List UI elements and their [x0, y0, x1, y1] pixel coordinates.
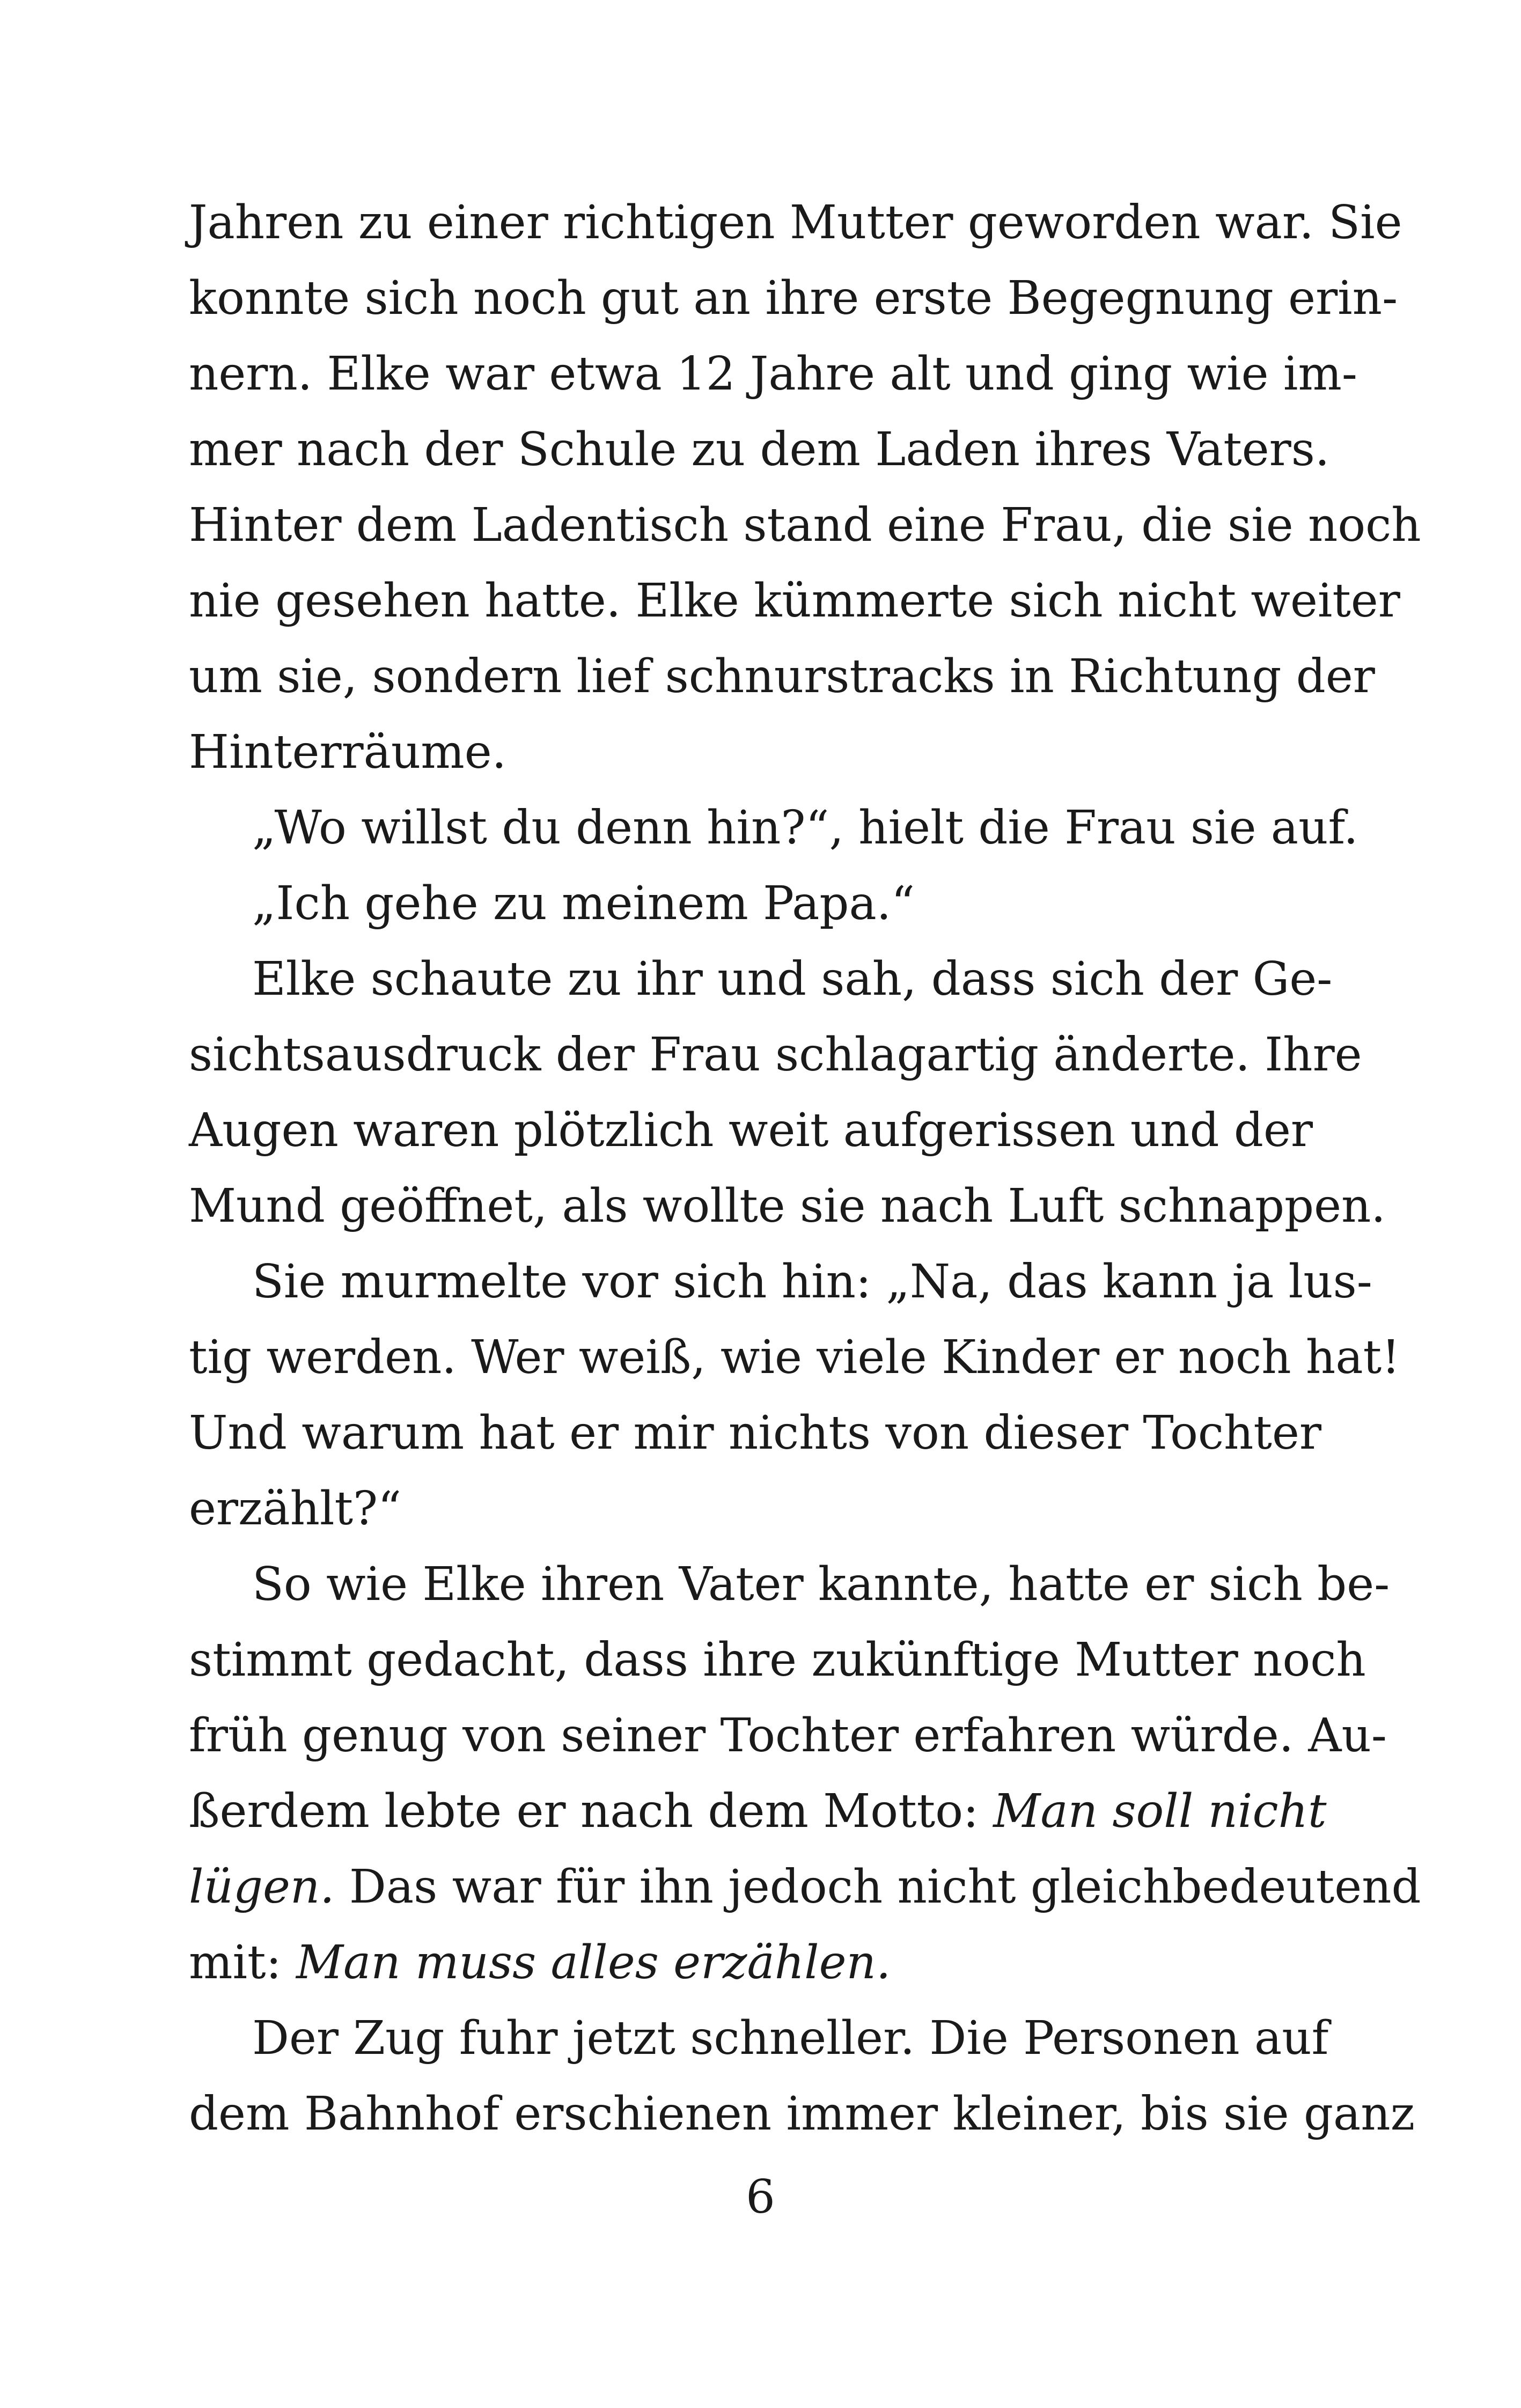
text-line: Augen waren plötzlich weit aufgerissen und der	[189, 1104, 1313, 1157]
text-line: Jahren zu einer richtigen Mutter geworden war. Sie	[189, 196, 1402, 249]
text-line: erzählt?“	[189, 1482, 402, 1536]
text-line: um sie, sondern lief schnurstracks in Richtung der	[189, 650, 1375, 703]
text-line: stimmt gedacht, dass ihre zukünftige Mutter noch	[189, 1633, 1366, 1687]
text-line	[189, 1774, 1327, 1849]
text-line: „Ich gehe zu meinem Papa.“	[252, 877, 915, 930]
text-line: konnte sich noch gut an ihre erste Begegnung erin-	[189, 271, 1398, 325]
line-segment: Das war für ihn jedoch nicht gleichbedeutend	[334, 1860, 1421, 1914]
line-segment: mit:	[189, 1936, 296, 1989]
text-line: Und warum hat er mir nichts von dieser Tochter	[189, 1406, 1321, 1460]
text-line: nie gesehen hatte. Elke kümmerte sich nicht weiter	[189, 574, 1400, 628]
text-line: So wie Elke ihren Vater kannte, hatte er sich be-	[252, 1558, 1390, 1611]
italic-segment: Man soll nicht	[993, 1785, 1327, 1838]
text-line: tig werden. Wer weiß, wie viele Kinder er noch hat!	[189, 1331, 1400, 1384]
text-line: mer nach der Schule zu dem Laden ihres Vaters.	[189, 423, 1330, 476]
page-number: 6	[746, 2170, 775, 2224]
text-line: Elke schaute zu ihr und sah, dass sich der Ge-	[252, 952, 1333, 1006]
text-line: Der Zug fuhr jetzt schneller. Die Personen auf	[252, 2011, 1329, 2065]
text-line	[189, 1925, 1276, 2001]
italic-segment: Man muss alles erzählen.	[296, 1936, 891, 1989]
text-line: dem Bahnhof erschienen immer kleiner, bis sie ganz	[189, 2087, 1415, 2141]
text-line: früh genug von seiner Tochter erfahren würde. Au-	[189, 1709, 1387, 1763]
text-line: „Wo willst du denn hin?“, hielt die Frau sie auf.	[252, 801, 1358, 855]
line-segment: ßerdem lebte er nach dem Motto:	[189, 1785, 994, 1838]
body-text	[189, 185, 1421, 2152]
text-line: Hinter dem Ladentisch stand eine Frau, die sie noch	[189, 498, 1421, 552]
text-line: sichtsausdruck der Frau schlagartig änderte. Ihre	[189, 1028, 1362, 1082]
text-line	[189, 1849, 1421, 1925]
text-line: Mund geöffnet, als wollte sie nach Luft schnappen.	[189, 1179, 1386, 1233]
text-line: Hinterräume.	[189, 725, 507, 779]
text-line: nern. Elke war etwa 12 Jahre alt und ging wie im-	[189, 347, 1357, 401]
italic-segment: lügen.	[189, 1860, 335, 1914]
text-line: Sie murmelte vor sich hin: „Na, das kann ja lus-	[252, 1255, 1372, 1309]
